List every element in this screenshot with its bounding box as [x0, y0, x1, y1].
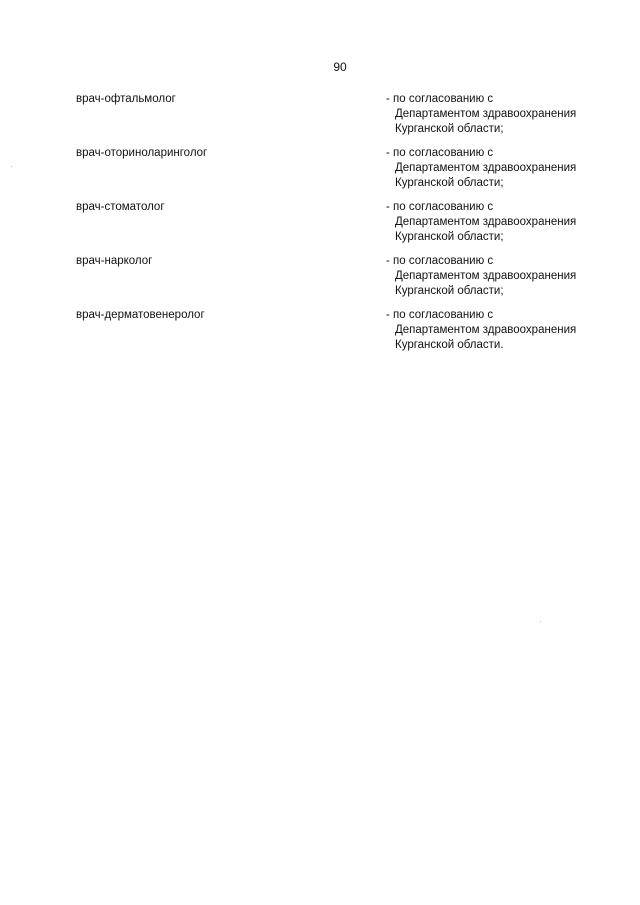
list-item — [76, 254, 606, 308]
specialist-title: врач-оториноларинголог — [76, 147, 208, 159]
scan-speck — [11, 166, 12, 167]
approval-line: Департаментом здравоохранения — [395, 216, 577, 228]
list-item — [76, 200, 606, 254]
approval-note — [386, 200, 606, 254]
approval-line: - по согласованию с — [386, 147, 494, 159]
approval-note — [386, 146, 606, 200]
approval-line: Курганской области; — [395, 177, 504, 189]
approval-line: - по согласованию с — [386, 309, 494, 321]
approval-line: Департаментом здравоохранения — [395, 162, 577, 174]
specialist-title: врач-нарколог — [76, 255, 153, 267]
page-number: 90 — [333, 60, 347, 74]
approval-line: Курганской области; — [395, 123, 504, 135]
approval-note — [386, 254, 606, 308]
scan-speck — [540, 621, 541, 622]
list-item — [76, 92, 606, 146]
approval-line: Департаментом здравоохранения — [395, 270, 577, 282]
approval-line: Департаментом здравоохранения — [395, 324, 577, 336]
approval-note — [386, 308, 606, 362]
approval-line: Курганской области; — [395, 285, 504, 297]
list-item — [76, 308, 606, 362]
approval-line: - по согласованию с — [386, 201, 494, 213]
approval-line: - по согласованию с — [386, 93, 494, 105]
approval-line: Курганской области. — [395, 339, 504, 351]
approval-line: Департаментом здравоохранения — [395, 108, 577, 120]
specialist-title: врач-стоматолог — [76, 201, 165, 213]
specialist-list — [76, 92, 606, 362]
list-item — [76, 146, 606, 200]
approval-line: Курганской области; — [395, 231, 504, 243]
approval-note — [386, 92, 606, 146]
specialist-title: врач-офтальмолог — [76, 93, 176, 105]
approval-line: - по согласованию с — [386, 255, 494, 267]
specialist-title: врач-дерматовенеролог — [76, 309, 205, 321]
